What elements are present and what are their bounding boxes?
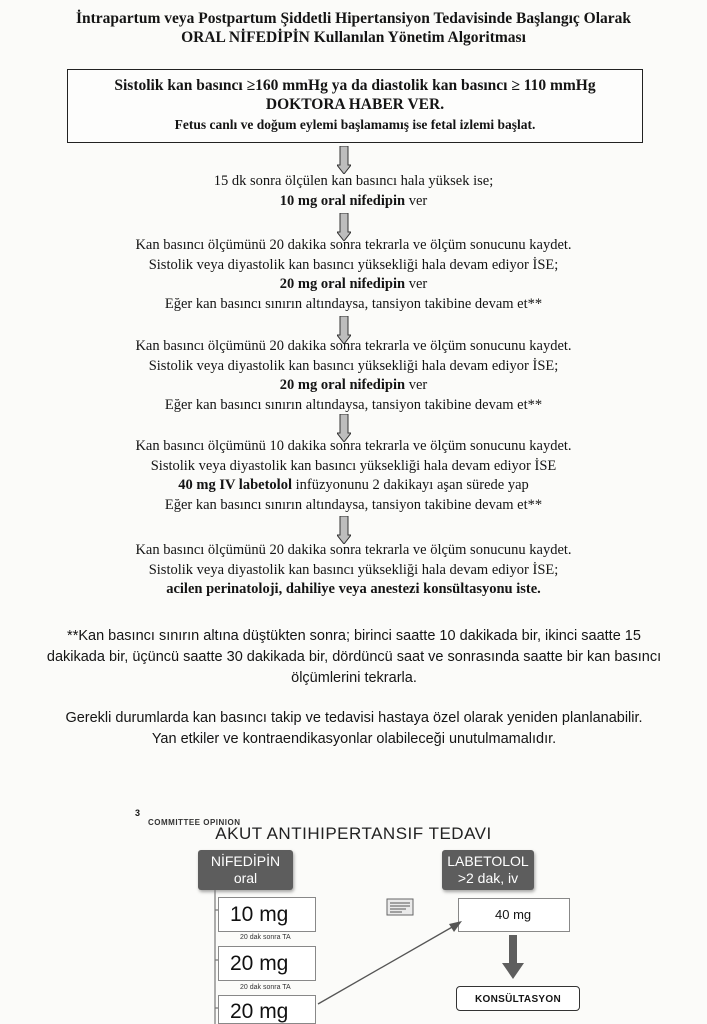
start-box-fetal-monitoring: Fetus canlı ve doğum eylemi başlamamış ise fetal izlemi başlat. <box>174 117 536 132</box>
step-4-verb: infüzyonunu 2 dakikayı aşan sürede yap <box>291 477 529 493</box>
step-2-drug: 20 mg oral nifedipin <box>279 276 406 292</box>
escalation-arrow-icon <box>316 918 466 1008</box>
step-3-verb: ver <box>405 377 428 393</box>
general-note-line: Yan etkiler ve kontraendikasyonlar olabileceği unutulmamalıdır. <box>151 731 557 747</box>
consult-label: KONSÜLTASYON <box>474 994 561 1005</box>
dose-box-1 <box>218 897 316 932</box>
down-arrow-icon <box>502 935 524 979</box>
labetolol-label: LABETOLOL <box>447 853 529 869</box>
dose-3: 20 mg <box>230 1000 289 1023</box>
interval-label-1: 20 dak sonra TA <box>240 934 291 941</box>
start-box-action: DOKTORA HABER VER. <box>265 96 445 113</box>
step-3-condition: Sistolik veya diyastolik kan basıncı yüksekliği hala devam ediyor İSE; <box>148 357 559 374</box>
footnote-line: dakikada bir, üçüncü saatte 30 dakikada bir, dördüncü saat ve sonrasında saatte bir kan basıncı <box>46 649 662 665</box>
labetolol-header <box>442 850 534 890</box>
step-2-action <box>20 275 687 295</box>
dose-2: 20 mg <box>230 952 289 975</box>
step-4-drug: 40 mg IV labetolol <box>178 477 292 493</box>
inset-title: AKUT ANTIHIPERTANSIF TEDAVI <box>215 824 492 843</box>
step-1-verb: ver <box>405 192 428 209</box>
general-note <box>18 708 690 750</box>
interval-label-2: 20 dak sonra TA <box>240 984 291 991</box>
step-2-remeasure: Kan basıncı ölçümünü 20 dakika sonra tekrarla ve ölçüm sonucunu kaydet. <box>135 237 572 253</box>
labetolol-dose-box <box>458 898 570 932</box>
start-box <box>67 69 643 143</box>
dose-box-3 <box>218 995 316 1024</box>
step-4-remeasure: Kan basıncı ölçümünü 10 dakika sonra tekrarla ve ölçüm sonucunu kaydet. <box>135 438 572 454</box>
step-3-drug: 20 mg oral nifedipin <box>279 377 406 393</box>
nifedipin-label: NİFEDİPİN <box>210 853 281 869</box>
step-3-remeasure: Kan basıncı ölçümünü 20 dakika sonra tekrarla ve ölçüm sonucunu kaydet. <box>135 338 572 354</box>
page-title: İntrapartum veya Postpartum Şiddetli Hipertansiyon Tedavisinde Başlangıç Olarak <box>75 10 632 27</box>
dose-box-2 <box>218 946 316 981</box>
step-2-condition: Sistolik veya diyastolik kan basıncı yüksekliği hala devam ediyor İSE; <box>148 256 559 273</box>
step-3-else: Eğer kan basıncı sınırın altındaysa, tansiyon takibine devam et** <box>164 396 543 413</box>
general-note-line: Gerekli durumlarda kan basıncı takip ve tedavisi hastaya özel olarak yeniden planlanabilir. <box>65 710 643 726</box>
committee-opinion-label: COMMITTEE OPINION <box>148 818 241 827</box>
step-1-drug: 10 mg oral nifedipin <box>279 192 406 209</box>
step-1-action <box>20 192 687 212</box>
start-box-criteria: Sistolik kan basıncı ≥160 mmHg ya da diastolik kan basıncı ≥ 110 mmHg <box>114 77 596 94</box>
step-5-consult: acilen perinatoloji, dahiliye veya anestezi konsültasyonu iste. <box>166 581 541 597</box>
step-5-condition: Sistolik veya diyastolik kan basıncı yüksekliği hala devam ediyor İSE; <box>148 561 559 578</box>
footnote <box>18 626 690 689</box>
document-icon <box>386 897 414 917</box>
step-2 <box>20 236 687 314</box>
labetolol-route: >2 dak, iv <box>457 870 519 886</box>
step-5 <box>20 541 687 600</box>
nifedipin-header <box>198 850 293 890</box>
nifedipin-route: oral <box>233 870 258 886</box>
down-arrow-icon <box>337 146 351 174</box>
step-1 <box>20 172 687 211</box>
down-arrow-icon <box>337 516 351 544</box>
step-3 <box>20 337 687 415</box>
step-1-condition: 15 dk sonra ölçülen kan basıncı hala yüksek ise; <box>213 173 494 189</box>
footnote-line: ölçümlerini tekrarla. <box>291 670 417 686</box>
step-5-remeasure: Kan basıncı ölçümünü 20 dakika sonra tekrarla ve ölçüm sonucunu kaydet. <box>135 542 572 558</box>
dose-1: 10 mg <box>230 903 289 926</box>
labetolol-dose: 40 mg <box>495 907 532 922</box>
footnote-line: **Kan basıncı sınırın altına düştükten sonra; birinci saatte 10 dakikada bir, ikinci saatte 15 <box>67 628 641 644</box>
step-4-action <box>20 476 687 496</box>
step-4-condition: Sistolik veya diyastolik kan basıncı yüksekliği hala devam ediyor İSE <box>150 457 557 474</box>
step-4-else: Eğer kan basıncı sınırın altındaysa, tansiyon takibine devam et** <box>164 496 543 513</box>
step-4 <box>20 437 687 515</box>
inset-page-number: 3 <box>135 808 141 818</box>
step-2-verb: ver <box>405 276 428 292</box>
step-2-else: Eğer kan basıncı sınırın altındaysa, tansiyon takibine devam et** <box>164 295 543 312</box>
consult-box <box>456 986 580 1011</box>
page-subtitle: ORAL NİFEDİPİN Kullanılan Yönetim Algoritması <box>181 29 526 46</box>
step-3-action <box>20 376 687 396</box>
